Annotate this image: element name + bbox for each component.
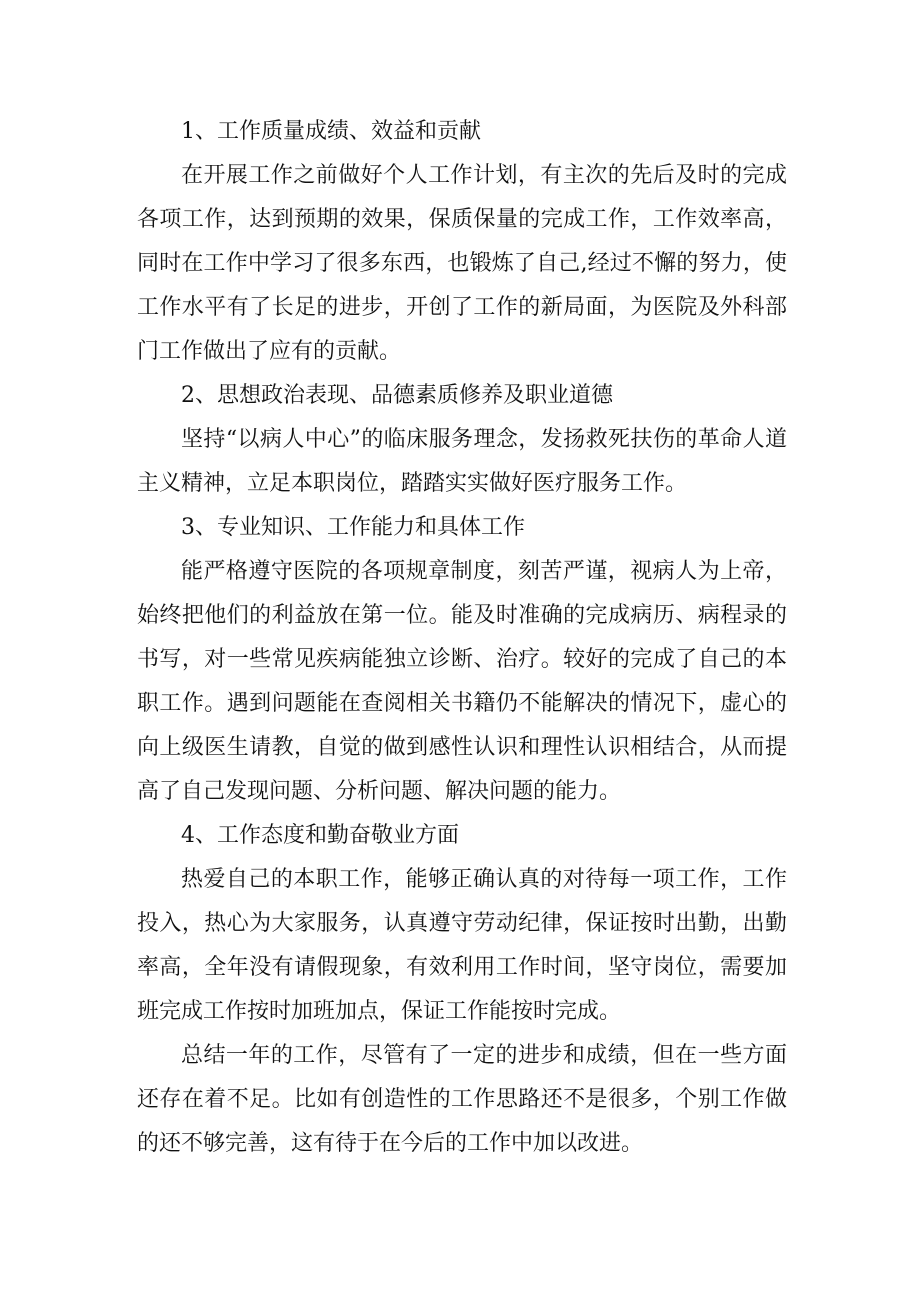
- section-3-heading: 3、专业知识、工作能力和具体工作: [181, 515, 525, 540]
- section-4-paragraph: 热爱自己的本职工作，能够正确认真的对待每一项工作，工作投入，热心为大家服务，认真遵守劳动纪律，保证按时出勤，出勤率高，全年没有请假现象，有效利用工作时间，坚守岗位，需要加班完成工作按时加班加点，保证工作能按时完成。: [137, 867, 787, 1024]
- section-4-heading: 4、工作态度和勤奋敬业方面: [181, 823, 459, 848]
- document-body: [137, 110, 787, 1166]
- section-1-paragraph: 在开展工作之前做好个人工作计划，有主次的先后及时的完成各项工作，达到预期的效果，保质保量的完成工作，工作效率高，同时在工作中学习了很多东西，也锻炼了自己,经过不懈的努力，使工作水平有了长足的进步，开创了工作的新局面，为医院及外科部门工作做出了应有的贡献。: [137, 163, 787, 364]
- section-1-heading: 1、工作质量成绩、效益和贡献: [181, 119, 481, 144]
- section-3-paragraph: 能严格遵守医院的各项规章制度，刻苦严谨，视病人为上帝，始终把他们的利益放在第一位。能及时准确的完成病历、病程录的书写，对一些常见疾病能独立诊断、治疗。较好的完成了自己的本职工作。遇到问题能在查阅相关书籍仍不能解决的情况下，虚心的向上级医生请教，自觉的做到感性认识和理性认识相结合，从而提高了自己发现问题、分析问题、解决问题的能力。: [137, 559, 787, 804]
- section-2-heading: 2、思想政治表现、品德素质修养及职业道德: [181, 383, 613, 408]
- summary-paragraph: 总结一年的工作，尽管有了一定的进步和成绩，但在一些方面还存在着不足。比如有创造性的工作思路还不是很多，个别工作做的还不够完善，这有待于在今后的工作中加以改进。: [137, 1043, 787, 1156]
- section-2-paragraph: 坚持“以病人中心”的临床服务理念，发扬救死扶伤的革命人道主义精神，立足本职岗位，踏踏实实做好医疗服务工作。: [137, 427, 787, 496]
